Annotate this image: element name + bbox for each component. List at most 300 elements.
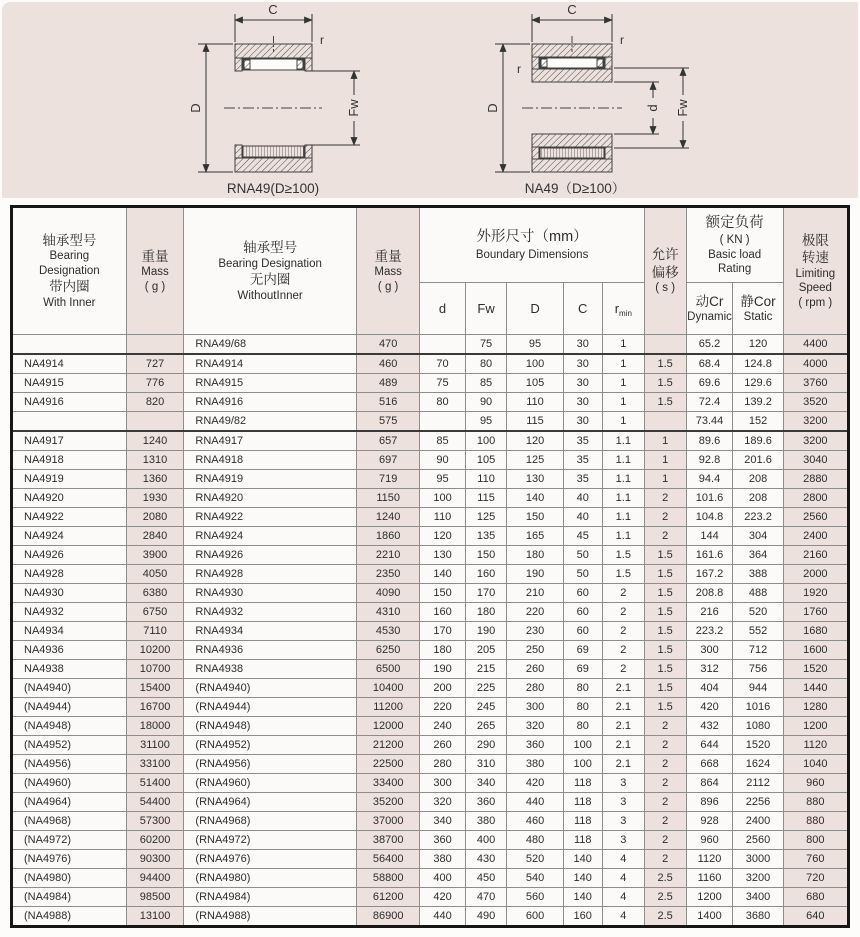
cell-dim-D: 420 xyxy=(507,774,563,793)
cell-dim-C: 30 xyxy=(563,393,602,412)
cell-load-cor: 520 xyxy=(733,603,783,622)
cell-load-cor: 1624 xyxy=(733,755,783,774)
cell-dim-D: 380 xyxy=(507,755,563,774)
cell-dim-fw: 90 xyxy=(465,393,507,412)
cell-load-cr: 94.4 xyxy=(686,470,733,489)
cell-limiting-speed: 4400 xyxy=(783,335,848,355)
cell-load-cor: 223.2 xyxy=(733,508,783,527)
cell-designation-without-inner: RNA49/68 xyxy=(184,335,356,355)
cell-designation-with-inner: NA4922 xyxy=(12,508,127,527)
cell-dim-d: 380 xyxy=(420,850,465,869)
cell-dim-C: 50 xyxy=(563,546,602,565)
cell-designation-without-inner: (RNA4976) xyxy=(184,850,356,869)
cell-dim-C: 80 xyxy=(563,698,602,717)
cell-mass-without-inner: 4090 xyxy=(356,584,420,603)
cell-designation-with-inner: NA4915 xyxy=(12,374,127,393)
table-row xyxy=(12,335,849,355)
cell-mass-with-inner: 3900 xyxy=(126,546,184,565)
cell-dim-C: 118 xyxy=(563,774,602,793)
cell-dim-d: 300 xyxy=(420,774,465,793)
cell-designation-without-inner: (RNA4960) xyxy=(184,774,356,793)
cell-dim-D: 540 xyxy=(507,869,563,888)
cell-load-cr: 72.4 xyxy=(686,393,733,412)
cell-dim-d: 80 xyxy=(420,393,465,412)
cell-mass-without-inner: 470 xyxy=(356,335,420,355)
cell-misalignment-s: 2 xyxy=(644,736,686,755)
cell-dim-d: 110 xyxy=(420,508,465,527)
cell-mass-without-inner: 6250 xyxy=(356,641,420,660)
cell-mass-with-inner: 820 xyxy=(126,393,184,412)
cell-limiting-speed: 3040 xyxy=(783,451,848,470)
cell-mass-with-inner: 18000 xyxy=(126,717,184,736)
cell-dim-rmin: 2.1 xyxy=(602,736,644,755)
table-row xyxy=(12,641,849,660)
cell-designation-with-inner: (NA4988) xyxy=(12,907,127,927)
cell-mass-with-inner: 16700 xyxy=(126,698,184,717)
cell-load-cor: 1016 xyxy=(733,698,783,717)
cell-dim-C: 100 xyxy=(563,736,602,755)
rna49-caption: RNA49(D≥100) xyxy=(226,181,320,196)
cell-designation-with-inner: NA4930 xyxy=(12,584,127,603)
table-row xyxy=(12,774,849,793)
cell-dim-d: 440 xyxy=(420,907,465,927)
cell-dim-D: 300 xyxy=(507,698,563,717)
cell-dim-d: 280 xyxy=(420,755,465,774)
cell-dim-fw: 125 xyxy=(465,508,507,527)
cell-dim-fw: 340 xyxy=(465,774,507,793)
cell-dim-rmin: 3 xyxy=(602,812,644,831)
cell-dim-rmin: 2 xyxy=(602,660,644,679)
cell-dim-rmin: 2 xyxy=(602,603,644,622)
cell-load-cor: 2112 xyxy=(733,774,783,793)
cell-misalignment-s: 2.5 xyxy=(644,869,686,888)
cell-designation-with-inner: NA4914 xyxy=(12,354,127,374)
table-row xyxy=(12,698,849,717)
cell-mass-without-inner: 86900 xyxy=(356,907,420,927)
cell-dim-rmin: 1.1 xyxy=(602,527,644,546)
cell-misalignment-s: 1.5 xyxy=(644,546,686,565)
cell-designation-without-inner: RNA4919 xyxy=(184,470,356,489)
table-row xyxy=(12,546,849,565)
cell-dim-D: 260 xyxy=(507,660,563,679)
table-row xyxy=(12,470,849,489)
cell-designation-without-inner: (RNA4956) xyxy=(184,755,356,774)
cell-dim-rmin: 1.1 xyxy=(602,470,644,489)
table-row xyxy=(12,565,849,584)
cell-limiting-speed: 3760 xyxy=(783,374,848,393)
cell-mass-with-inner: 2080 xyxy=(126,508,184,527)
cell-dim-C: 69 xyxy=(563,641,602,660)
cell-load-cr: 1160 xyxy=(686,869,733,888)
header-fw: Fw xyxy=(465,283,507,335)
cell-load-cor: 2256 xyxy=(733,793,783,812)
cell-dim-fw: 265 xyxy=(465,717,507,736)
cell-mass-without-inner: 4310 xyxy=(356,603,420,622)
cell-limiting-speed: 1920 xyxy=(783,584,848,603)
cell-dim-fw: 290 xyxy=(465,736,507,755)
cell-load-cor: 364 xyxy=(733,546,783,565)
cell-dim-fw: 245 xyxy=(465,698,507,717)
cell-designation-without-inner: (RNA4964) xyxy=(184,793,356,812)
cell-dim-D: 150 xyxy=(507,508,563,527)
cell-load-cr: 928 xyxy=(686,812,733,831)
cell-limiting-speed: 880 xyxy=(783,793,848,812)
header-C: C xyxy=(563,283,602,335)
cell-dim-D: 190 xyxy=(507,565,563,584)
cell-dim-fw: 180 xyxy=(465,603,507,622)
cell-dim-rmin: 1.1 xyxy=(602,508,644,527)
cell-designation-with-inner: (NA4960) xyxy=(12,774,127,793)
cell-dim-C: 30 xyxy=(563,374,602,393)
table-row xyxy=(12,431,849,451)
table-row xyxy=(12,354,849,374)
cell-designation-without-inner: RNA4930 xyxy=(184,584,356,603)
cell-mass-with-inner: 4050 xyxy=(126,565,184,584)
cell-designation-without-inner: RNA4924 xyxy=(184,527,356,546)
cell-limiting-speed: 1120 xyxy=(783,736,848,755)
cell-mass-without-inner: 37000 xyxy=(356,812,420,831)
na49-cross-section-diagram xyxy=(427,2,737,198)
cell-load-cor: 3680 xyxy=(733,907,783,927)
table-row xyxy=(12,412,849,432)
header-D: D xyxy=(507,283,563,335)
cell-misalignment-s: 1.5 xyxy=(644,679,686,698)
cell-dim-d xyxy=(420,412,465,432)
cell-load-cor: 3000 xyxy=(733,850,783,869)
cell-mass-without-inner: 489 xyxy=(356,374,420,393)
cell-load-cr: 69.6 xyxy=(686,374,733,393)
cell-load-cr: 644 xyxy=(686,736,733,755)
cell-mass-with-inner: 90300 xyxy=(126,850,184,869)
cell-designation-without-inner: RNA4928 xyxy=(184,565,356,584)
cell-dim-fw: 85 xyxy=(465,374,507,393)
cell-dim-C: 69 xyxy=(563,660,602,679)
cell-limiting-speed: 1520 xyxy=(783,660,848,679)
cell-mass-without-inner: 1860 xyxy=(356,527,420,546)
cell-designation-with-inner: NA4916 xyxy=(12,393,127,412)
cell-load-cor: 208 xyxy=(733,470,783,489)
cell-limiting-speed: 1440 xyxy=(783,679,848,698)
cell-designation-with-inner: (NA4940) xyxy=(12,679,127,698)
cell-dim-d: 85 xyxy=(420,431,465,451)
cell-designation-without-inner: RNA4915 xyxy=(184,374,356,393)
cell-dim-rmin: 2 xyxy=(602,622,644,641)
bearing-spec-table xyxy=(10,205,850,928)
cell-designation-without-inner: RNA4926 xyxy=(184,546,356,565)
cell-load-cr: 1400 xyxy=(686,907,733,927)
cell-load-cr: 420 xyxy=(686,698,733,717)
cell-misalignment-s: 2 xyxy=(644,850,686,869)
cell-mass-without-inner: 11200 xyxy=(356,698,420,717)
cell-mass-with-inner: 94400 xyxy=(126,869,184,888)
cell-dim-fw: 110 xyxy=(465,470,507,489)
cell-mass-without-inner: 35200 xyxy=(356,793,420,812)
cell-dim-D: 95 xyxy=(507,335,563,355)
cell-designation-without-inner: RNA4914 xyxy=(184,354,356,374)
cell-designation-with-inner: (NA4980) xyxy=(12,869,127,888)
cell-limiting-speed: 720 xyxy=(783,869,848,888)
cell-mass-without-inner: 1150 xyxy=(356,489,420,508)
dim-label-c: C xyxy=(268,2,278,17)
cell-dim-rmin: 4 xyxy=(602,888,644,907)
cell-dim-rmin: 1.1 xyxy=(602,489,644,508)
cell-limiting-speed: 1680 xyxy=(783,622,848,641)
cell-misalignment-s: 1 xyxy=(644,451,686,470)
cell-dim-C: 30 xyxy=(563,354,602,374)
cell-load-cr: 864 xyxy=(686,774,733,793)
cell-mass-with-inner: 7110 xyxy=(126,622,184,641)
cell-load-cr: 896 xyxy=(686,793,733,812)
cell-mass-with-inner: 2840 xyxy=(126,527,184,546)
cell-limiting-speed: 640 xyxy=(783,907,848,927)
cell-limiting-speed: 3200 xyxy=(783,412,848,432)
cell-dim-rmin: 2 xyxy=(602,584,644,603)
cell-dim-D: 250 xyxy=(507,641,563,660)
cell-dim-fw: 100 xyxy=(465,431,507,451)
cell-designation-without-inner: (RNA4944) xyxy=(184,698,356,717)
cell-load-cr: 1120 xyxy=(686,850,733,869)
cell-load-cor: 3200 xyxy=(733,869,783,888)
cell-dim-d: 95 xyxy=(420,470,465,489)
cell-load-cor: 2400 xyxy=(733,812,783,831)
cell-limiting-speed: 2800 xyxy=(783,489,848,508)
cell-load-cor: 152 xyxy=(733,412,783,432)
cell-dim-C: 160 xyxy=(563,907,602,927)
cell-load-cor: 712 xyxy=(733,641,783,660)
cell-designation-with-inner: (NA4968) xyxy=(12,812,127,831)
cell-dim-C: 118 xyxy=(563,793,602,812)
cell-dim-fw: 135 xyxy=(465,527,507,546)
cell-dim-fw: 360 xyxy=(465,793,507,812)
cell-dim-D: 520 xyxy=(507,850,563,869)
cell-dim-C: 35 xyxy=(563,470,602,489)
cell-mass-with-inner: 1240 xyxy=(126,431,184,451)
cell-dim-D: 460 xyxy=(507,812,563,831)
cell-misalignment-s: 1.5 xyxy=(644,354,686,374)
cell-mass-with-inner: 51400 xyxy=(126,774,184,793)
cell-mass-without-inner: 56400 xyxy=(356,850,420,869)
cell-mass-without-inner: 719 xyxy=(356,470,420,489)
cell-misalignment-s: 2 xyxy=(644,527,686,546)
cell-mass-without-inner: 4530 xyxy=(356,622,420,641)
cell-dim-d: 150 xyxy=(420,584,465,603)
cell-dim-C: 60 xyxy=(563,584,602,603)
cell-dim-C: 40 xyxy=(563,508,602,527)
cell-mass-with-inner: 1360 xyxy=(126,470,184,489)
cell-dim-C: 60 xyxy=(563,622,602,641)
cell-dim-C: 118 xyxy=(563,812,602,831)
cell-dim-D: 115 xyxy=(507,412,563,432)
cell-misalignment-s: 1.5 xyxy=(644,622,686,641)
header-limiting-speed: 极限 转速 Limiting Speed ( rpm ) xyxy=(783,207,848,335)
cell-dim-fw: 115 xyxy=(465,489,507,508)
cell-dim-fw: 225 xyxy=(465,679,507,698)
cell-load-cr: 167.2 xyxy=(686,565,733,584)
dim-label-fw: Fw xyxy=(675,99,690,117)
cell-dim-D: 100 xyxy=(507,354,563,374)
cell-load-cor: 944 xyxy=(733,679,783,698)
cell-designation-without-inner: (RNA4988) xyxy=(184,907,356,927)
cell-dim-fw: 95 xyxy=(465,412,507,432)
cell-dim-d: 75 xyxy=(420,374,465,393)
cell-mass-without-inner: 33400 xyxy=(356,774,420,793)
cell-designation-without-inner: (RNA4980) xyxy=(184,869,356,888)
cell-dim-C: 140 xyxy=(563,869,602,888)
cell-dim-C: 30 xyxy=(563,335,602,355)
cell-limiting-speed: 880 xyxy=(783,812,848,831)
cell-load-cor: 388 xyxy=(733,565,783,584)
cell-misalignment-s: 1.5 xyxy=(644,603,686,622)
cell-limiting-speed: 2400 xyxy=(783,527,848,546)
cell-dim-d: 260 xyxy=(420,736,465,755)
cell-limiting-speed: 2000 xyxy=(783,565,848,584)
dim-label-d: d xyxy=(645,104,660,112)
header-mass-without-inner: 重量 Mass ( g ) xyxy=(356,207,420,335)
cell-dim-D: 480 xyxy=(507,831,563,850)
cell-limiting-speed: 1760 xyxy=(783,603,848,622)
cell-load-cr: 161.6 xyxy=(686,546,733,565)
cell-dim-d: 220 xyxy=(420,698,465,717)
header-rmin: $r_{min}$ xyxy=(602,283,644,335)
cell-designation-with-inner: NA4928 xyxy=(12,565,127,584)
cell-dim-C: 40 xyxy=(563,489,602,508)
cell-misalignment-s: 2 xyxy=(644,831,686,850)
table-row xyxy=(12,679,849,698)
cell-misalignment-s: 2 xyxy=(644,489,686,508)
cell-dim-C: 118 xyxy=(563,831,602,850)
cell-limiting-speed: 1600 xyxy=(783,641,848,660)
cell-misalignment-s: 1.5 xyxy=(644,565,686,584)
cell-designation-without-inner: RNA4938 xyxy=(184,660,356,679)
cell-load-cr: 208.8 xyxy=(686,584,733,603)
cell-dim-D: 320 xyxy=(507,717,563,736)
table-row xyxy=(12,508,849,527)
cell-designation-with-inner xyxy=(12,335,127,355)
cell-misalignment-s: 2.5 xyxy=(644,888,686,907)
cell-limiting-speed: 760 xyxy=(783,850,848,869)
cell-dim-d: 100 xyxy=(420,489,465,508)
cell-designation-with-inner: (NA4972) xyxy=(12,831,127,850)
table-row xyxy=(12,736,849,755)
cell-limiting-speed: 680 xyxy=(783,888,848,907)
dim-label-D: D xyxy=(485,103,500,113)
cell-limiting-speed: 4000 xyxy=(783,354,848,374)
cell-dim-fw: 310 xyxy=(465,755,507,774)
cell-load-cor: 201.6 xyxy=(733,451,783,470)
cell-designation-with-inner: NA4919 xyxy=(12,470,127,489)
cell-misalignment-s: 2 xyxy=(644,755,686,774)
cell-designation-with-inner: NA4917 xyxy=(12,431,127,451)
table-row xyxy=(12,393,849,412)
cell-designation-without-inner: RNA49/82 xyxy=(184,412,356,432)
cell-load-cr: 65.2 xyxy=(686,335,733,355)
cell-dim-D: 600 xyxy=(507,907,563,927)
cell-load-cr: 216 xyxy=(686,603,733,622)
cell-mass-with-inner: 727 xyxy=(126,354,184,374)
cell-mass-with-inner: 57300 xyxy=(126,812,184,831)
cell-mass-with-inner: 1310 xyxy=(126,451,184,470)
cell-misalignment-s: 1.5 xyxy=(644,584,686,603)
cell-dim-C: 60 xyxy=(563,603,602,622)
cell-dim-d: 140 xyxy=(420,565,465,584)
dim-label-r-left: r xyxy=(517,62,521,76)
cell-dim-rmin: 1 xyxy=(602,354,644,374)
cell-designation-with-inner: (NA4948) xyxy=(12,717,127,736)
cell-limiting-speed: 1040 xyxy=(783,755,848,774)
cell-dim-d: 240 xyxy=(420,717,465,736)
cell-load-cr: 312 xyxy=(686,660,733,679)
cell-misalignment-s: 1.5 xyxy=(644,374,686,393)
table-row xyxy=(12,451,849,470)
cell-mass-without-inner: 516 xyxy=(356,393,420,412)
cell-designation-without-inner: RNA4918 xyxy=(184,451,356,470)
cell-designation-without-inner: RNA4934 xyxy=(184,622,356,641)
table-row xyxy=(12,717,849,736)
cell-dim-d xyxy=(420,335,465,355)
cell-dim-rmin: 1.1 xyxy=(602,431,644,451)
cell-designation-with-inner: (NA4952) xyxy=(12,736,127,755)
cell-mass-without-inner: 10400 xyxy=(356,679,420,698)
cell-load-cr: 144 xyxy=(686,527,733,546)
cell-dim-d: 120 xyxy=(420,527,465,546)
cell-designation-with-inner: NA4936 xyxy=(12,641,127,660)
cell-load-cor: 488 xyxy=(733,584,783,603)
header-d: d xyxy=(420,283,465,335)
table-body xyxy=(12,335,849,927)
cell-dim-fw: 490 xyxy=(465,907,507,927)
header-cor-static: 静Cor Static xyxy=(733,283,783,335)
cell-limiting-speed: 2880 xyxy=(783,470,848,489)
cell-dim-rmin: 4 xyxy=(602,850,644,869)
cell-dim-d: 190 xyxy=(420,660,465,679)
cell-load-cr: 68.4 xyxy=(686,354,733,374)
cell-designation-with-inner: NA4926 xyxy=(12,546,127,565)
cell-mass-with-inner: 60200 xyxy=(126,831,184,850)
cell-dim-D: 125 xyxy=(507,451,563,470)
cell-designation-without-inner: (RNA4972) xyxy=(184,831,356,850)
cell-designation-with-inner: (NA4976) xyxy=(12,850,127,869)
cell-dim-rmin: 2.1 xyxy=(602,717,644,736)
cell-load-cor: 3400 xyxy=(733,888,783,907)
cell-misalignment-s: 1.5 xyxy=(644,393,686,412)
dim-label-r-top: r xyxy=(620,33,624,47)
cell-dim-rmin: 2 xyxy=(602,641,644,660)
cell-dim-D: 110 xyxy=(507,393,563,412)
cell-dim-D: 440 xyxy=(507,793,563,812)
cell-dim-fw: 80 xyxy=(465,354,507,374)
cell-dim-d: 200 xyxy=(420,679,465,698)
cell-dim-rmin: 1 xyxy=(602,412,644,432)
cell-dim-rmin: 4 xyxy=(602,869,644,888)
cell-dim-rmin: 1 xyxy=(602,374,644,393)
cell-dim-fw: 205 xyxy=(465,641,507,660)
cell-misalignment-s: 2 xyxy=(644,774,686,793)
dim-label-fw: Fw xyxy=(346,99,361,117)
cell-dim-fw: 400 xyxy=(465,831,507,850)
table-row xyxy=(12,584,849,603)
cell-load-cor: 120 xyxy=(733,335,783,355)
cell-dim-C: 80 xyxy=(563,717,602,736)
cell-mass-without-inner: 21200 xyxy=(356,736,420,755)
cell-dim-rmin: 4 xyxy=(602,907,644,927)
cell-designation-with-inner: (NA4944) xyxy=(12,698,127,717)
cell-dim-d: 420 xyxy=(420,888,465,907)
cell-dim-fw: 380 xyxy=(465,812,507,831)
cell-misalignment-s: 2 xyxy=(644,793,686,812)
cell-designation-with-inner: (NA4956) xyxy=(12,755,127,774)
cell-load-cor: 129.6 xyxy=(733,374,783,393)
cell-dim-D: 105 xyxy=(507,374,563,393)
